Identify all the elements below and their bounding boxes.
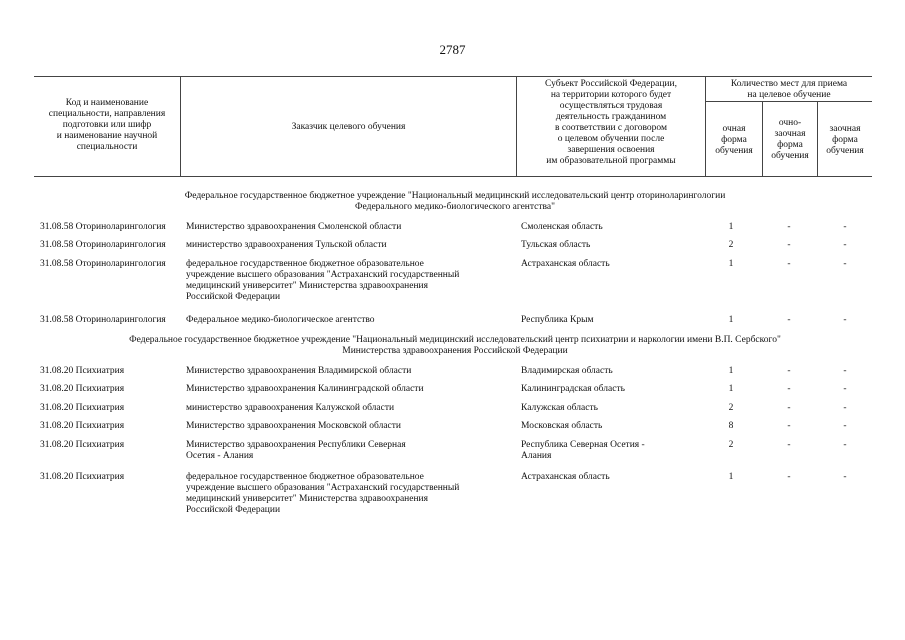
row-part-time: -: [787, 315, 791, 325]
header-top-border: [34, 76, 872, 77]
row-customer: министерство здравоохранения Калужской области: [186, 403, 395, 413]
row-full-time: 2: [728, 240, 734, 250]
row-code: 31.08.20 Психиатрия: [40, 472, 125, 482]
row-full-time: 2: [728, 403, 734, 413]
row-customer: Министерство здравоохранения Калининградской области: [186, 384, 424, 394]
header-full-time: очная форма обучения: [715, 124, 753, 156]
row-subject: Республика Северная Осетия - Алания: [521, 440, 645, 461]
header-customer: Заказчик целевого обучения: [291, 122, 406, 132]
row-customer: федеральное государственное бюджетное образовательное учреждение высшего образования "Астраханский государственный медицинский университет" Министерства здравоохранения Российской Федерации: [186, 472, 460, 515]
row-extramural: -: [843, 366, 847, 376]
row-full-time: 1: [728, 384, 734, 394]
row-subject: Астраханская область: [521, 472, 610, 482]
row-part-time: -: [787, 440, 791, 450]
row-part-time: -: [787, 384, 791, 394]
row-extramural: -: [843, 440, 847, 450]
page-number: 2787: [439, 42, 466, 57]
row-customer: Министерство здравоохранения Смоленской области: [186, 222, 402, 232]
row-full-time: 8: [728, 421, 734, 431]
row-full-time: 1: [728, 366, 734, 376]
row-customer: Министерство здравоохранения Владимирской области: [186, 366, 412, 376]
row-code: 31.08.58 Оториноларингология: [40, 315, 166, 325]
header-places: Количество мест для приема на целевое обучение: [730, 79, 848, 100]
row-code: 31.08.58 Оториноларингология: [40, 222, 166, 232]
row-extramural: -: [843, 421, 847, 431]
row-customer: Федеральное медико-биологическое агентство: [186, 315, 375, 325]
row-customer: министерство здравоохранения Тульской области: [186, 240, 387, 250]
row-extramural: -: [843, 403, 847, 413]
row-subject: Московская область: [521, 421, 603, 431]
row-subject: Астраханская область: [521, 259, 610, 269]
row-code: 31.08.58 Оториноларингология: [40, 259, 166, 269]
places-subheader-border: [705, 101, 872, 102]
row-subject: Калужская область: [521, 403, 598, 413]
row-extramural: -: [843, 240, 847, 250]
row-code: 31.08.20 Психиатрия: [40, 366, 125, 376]
row-extramural: -: [843, 384, 847, 394]
row-part-time: -: [787, 472, 791, 482]
row-code: 31.08.20 Психиатрия: [40, 440, 125, 450]
row-full-time: 1: [728, 472, 734, 482]
row-customer: Министерство здравоохранения Московской области: [186, 421, 401, 431]
row-extramural: -: [843, 259, 847, 269]
row-customer: Министерство здравоохранения Республики Северная Осетия - Алания: [186, 440, 406, 461]
row-extramural: -: [843, 222, 847, 232]
header-bottom-border: [34, 176, 872, 177]
row-code: 31.08.20 Психиатрия: [40, 421, 125, 431]
row-full-time: 1: [728, 315, 734, 325]
row-code: 31.08.20 Психиатрия: [40, 403, 125, 413]
header-code: Код и наименование специальности, направления подготовки или шифр и наименование научной специальности: [48, 98, 166, 152]
row-code: 31.08.58 Оториноларингология: [40, 240, 166, 250]
group-title-psychiatry: Федеральное государственное бюджетное учреждение "Национальный медицинский исследовательский центр психиатрии и наркологии имени В.П. Сербского" Министерства здравоохранения Российской Федерации: [129, 335, 781, 356]
row-part-time: -: [787, 403, 791, 413]
row-part-time: -: [787, 259, 791, 269]
row-subject: Тульская область: [521, 240, 591, 250]
row-part-time: -: [787, 366, 791, 376]
row-subject: Республика Крым: [521, 315, 594, 325]
row-extramural: -: [843, 472, 847, 482]
row-part-time: -: [787, 222, 791, 232]
row-full-time: 1: [728, 222, 734, 232]
group-title-otorhinolaryngology: Федеральное государственное бюджетное учреждение "Национальный медицинский исследовательский центр оториноларингологии Федерального медико-биологического агентства": [184, 191, 726, 212]
row-part-time: -: [787, 240, 791, 250]
row-full-time: 2: [728, 440, 734, 450]
row-full-time: 1: [728, 259, 734, 269]
header-part-time: очно- заочная форма обучения: [771, 118, 809, 161]
row-part-time: -: [787, 421, 791, 431]
header-subject: Субъект Российской Федерации, на территории которого будет осуществляться трудовая деятельность гражданином в соответствии с договором о целевом обучении после завершения освоения им образовательной программы: [545, 79, 677, 166]
row-subject: Смоленская область: [521, 222, 603, 232]
header-extramural: заочная форма обучения: [826, 124, 864, 156]
row-code: 31.08.20 Психиатрия: [40, 384, 125, 394]
row-subject: Владимирская область: [521, 366, 613, 376]
row-extramural: -: [843, 315, 847, 325]
row-subject: Калининградская область: [521, 384, 625, 394]
row-customer: федеральное государственное бюджетное образовательное учреждение высшего образования "Астраханский государственный медицинский университет" Министерства здравоохранения Российской Федерации: [186, 259, 460, 302]
